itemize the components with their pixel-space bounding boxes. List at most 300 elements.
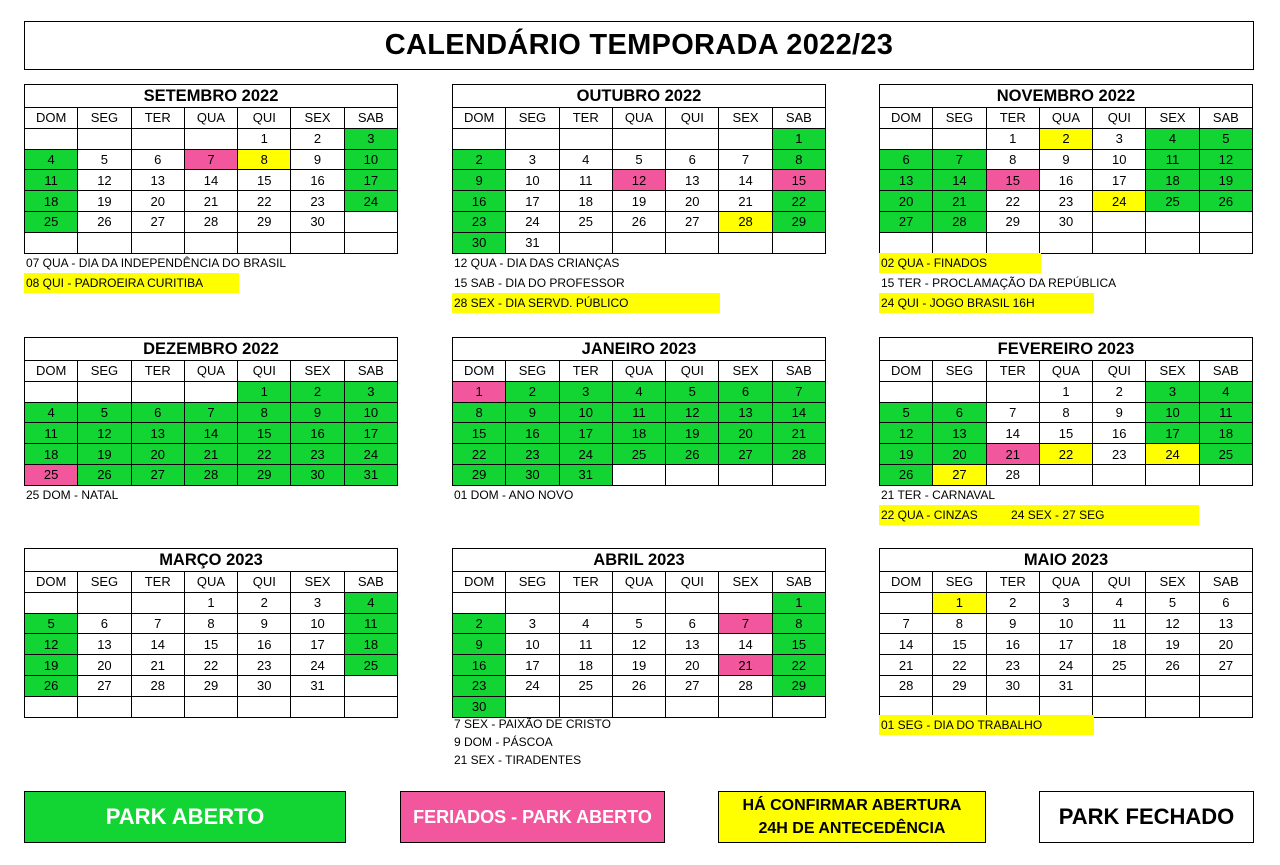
month-calendar (879, 548, 1253, 718)
day-cell: 27 (131, 211, 184, 232)
day-cell: 7 (131, 613, 184, 634)
day-cell: 15 (986, 170, 1039, 191)
day-cell: 11 (25, 170, 78, 191)
weekday-header: DOM (25, 108, 78, 129)
day-cell: 12 (78, 423, 131, 444)
day-cell: 13 (666, 170, 719, 191)
day-cell: 18 (559, 655, 612, 676)
day-cell: 11 (1146, 149, 1199, 170)
weekday-header: QUI (238, 361, 291, 382)
day-cell: 26 (612, 675, 665, 696)
weekday-header: TER (986, 361, 1039, 382)
weekday-header: SAB (772, 108, 825, 129)
day-cell: 10 (291, 613, 344, 634)
day-cell: 28 (131, 675, 184, 696)
day-cell: 1 (453, 381, 506, 402)
weekday-header: QUA (184, 108, 237, 129)
day-cell: 16 (506, 423, 559, 444)
day-cell: 17 (506, 191, 559, 212)
weekday-header: DOM (25, 572, 78, 593)
day-cell: 2 (986, 592, 1039, 613)
empty-cell (184, 232, 237, 253)
day-cell: 16 (1039, 170, 1092, 191)
day-cell: 21 (719, 655, 772, 676)
day-cell: 30 (1039, 211, 1092, 232)
day-cell: 25 (25, 464, 78, 485)
weekday-header: SEG (506, 108, 559, 129)
month-title: OUTUBRO 2022 (453, 85, 826, 108)
empty-cell (344, 211, 397, 232)
day-cell: 12 (612, 634, 665, 655)
day-cell: 15 (238, 423, 291, 444)
empty-cell (1039, 464, 1092, 485)
weekday-header: DOM (453, 108, 506, 129)
empty-cell (666, 464, 719, 485)
day-cell: 22 (1039, 444, 1092, 465)
day-cell: 2 (1093, 381, 1146, 402)
day-cell: 10 (1093, 149, 1146, 170)
day-cell: 3 (344, 128, 397, 149)
day-cell: 21 (933, 191, 986, 212)
empty-cell (184, 696, 237, 717)
day-cell: 23 (453, 675, 506, 696)
day-cell: 10 (1039, 613, 1092, 634)
day-cell: 28 (986, 464, 1039, 485)
day-cell: 11 (1093, 613, 1146, 634)
day-cell: 5 (666, 381, 719, 402)
empty-cell (344, 696, 397, 717)
month-calendar (452, 84, 826, 254)
weekday-header: SEG (933, 572, 986, 593)
day-cell: 13 (719, 402, 772, 423)
empty-cell (772, 232, 825, 253)
day-cell: 23 (1093, 444, 1146, 465)
day-cell: 26 (1199, 191, 1252, 212)
weekday-header: QUI (1093, 361, 1146, 382)
day-cell: 27 (933, 464, 986, 485)
day-cell: 3 (291, 592, 344, 613)
empty-cell (1146, 232, 1199, 253)
day-cell: 16 (291, 423, 344, 444)
holiday-notes (24, 485, 404, 505)
holiday-notes (452, 485, 832, 505)
day-cell: 24 (506, 211, 559, 232)
day-cell: 15 (1039, 423, 1092, 444)
legend-holiday-open: FERIADOS - PARK ABERTO (400, 791, 665, 843)
holiday-note: 02 QUA - FINADOS (879, 253, 1041, 273)
month-title: ABRIL 2023 (453, 549, 826, 572)
empty-cell (184, 128, 237, 149)
holiday-notes (452, 253, 832, 313)
day-cell: 12 (1199, 149, 1252, 170)
holiday-note: 25 DOM - NATAL (26, 487, 119, 502)
day-cell: 1 (184, 592, 237, 613)
day-cell: 29 (933, 675, 986, 696)
weekday-header: TER (131, 361, 184, 382)
day-cell: 14 (719, 170, 772, 191)
day-cell: 31 (559, 464, 612, 485)
day-cell: 3 (1146, 381, 1199, 402)
empty-cell (25, 592, 78, 613)
empty-cell (1199, 211, 1252, 232)
empty-cell (1199, 232, 1252, 253)
day-cell: 3 (506, 149, 559, 170)
empty-cell (666, 128, 719, 149)
day-cell: 13 (131, 170, 184, 191)
day-cell: 6 (131, 402, 184, 423)
day-cell: 22 (772, 191, 825, 212)
day-cell: 25 (1199, 444, 1252, 465)
day-cell: 5 (25, 613, 78, 634)
weekday-header: SEG (78, 361, 131, 382)
day-cell: 10 (1146, 402, 1199, 423)
weekday-header: QUA (612, 108, 665, 129)
day-cell: 24 (291, 655, 344, 676)
day-cell: 16 (291, 170, 344, 191)
day-cell: 12 (1146, 613, 1199, 634)
day-cell: 17 (1039, 634, 1092, 655)
legend-park-closed: PARK FECHADO (1039, 791, 1254, 843)
day-cell: 10 (506, 170, 559, 191)
day-cell: 14 (184, 423, 237, 444)
empty-cell (25, 696, 78, 717)
day-cell: 14 (880, 634, 933, 655)
day-cell: 2 (291, 128, 344, 149)
weekday-header: QUA (184, 572, 237, 593)
day-cell: 14 (772, 402, 825, 423)
empty-cell (986, 381, 1039, 402)
day-cell: 30 (291, 464, 344, 485)
empty-cell (666, 232, 719, 253)
weekday-header: DOM (880, 572, 933, 593)
day-cell: 31 (506, 232, 559, 253)
weekday-header: QUA (612, 572, 665, 593)
day-cell: 29 (772, 211, 825, 232)
weekday-header: SEG (506, 361, 559, 382)
month-title: DEZEMBRO 2022 (25, 338, 398, 361)
month-title: MARÇO 2023 (25, 549, 398, 572)
day-cell: 25 (25, 211, 78, 232)
month-title: MAIO 2023 (880, 549, 1253, 572)
day-cell: 23 (291, 444, 344, 465)
day-cell: 23 (291, 191, 344, 212)
day-cell: 5 (78, 149, 131, 170)
day-cell: 21 (719, 191, 772, 212)
day-cell: 16 (1093, 423, 1146, 444)
day-cell: 19 (612, 191, 665, 212)
day-cell: 22 (238, 191, 291, 212)
weekday-header: TER (131, 108, 184, 129)
day-cell: 8 (1039, 402, 1092, 423)
day-cell: 3 (1093, 128, 1146, 149)
holiday-note: 08 QUI - PADROEIRA CURITIBA (24, 273, 239, 293)
empty-cell (719, 464, 772, 485)
day-cell: 23 (453, 211, 506, 232)
day-cell: 30 (291, 211, 344, 232)
day-cell: 25 (612, 444, 665, 465)
day-cell: 27 (880, 211, 933, 232)
day-cell: 29 (184, 675, 237, 696)
empty-cell (1093, 232, 1146, 253)
day-cell: 21 (880, 655, 933, 676)
day-cell: 22 (772, 655, 825, 676)
weekday-header: QUA (612, 361, 665, 382)
day-cell: 5 (1199, 128, 1252, 149)
day-cell: 29 (986, 211, 1039, 232)
day-cell: 30 (986, 675, 1039, 696)
day-cell: 3 (506, 613, 559, 634)
day-cell: 30 (506, 464, 559, 485)
day-cell: 27 (719, 444, 772, 465)
day-cell: 20 (719, 423, 772, 444)
day-cell: 7 (880, 613, 933, 634)
empty-cell (1199, 675, 1252, 696)
day-cell: 12 (78, 170, 131, 191)
day-cell: 29 (772, 675, 825, 696)
day-cell: 21 (986, 444, 1039, 465)
holiday-note: 15 TER - PROCLAMAÇÃO DA REPÚBLICA (881, 275, 1117, 290)
day-cell: 14 (986, 423, 1039, 444)
day-cell: 19 (612, 655, 665, 676)
day-cell: 19 (880, 444, 933, 465)
day-cell: 7 (719, 613, 772, 634)
day-cell: 24 (1146, 444, 1199, 465)
holiday-note: 12 QUA - DIA DAS CRIANÇAS (454, 255, 620, 270)
day-cell: 22 (453, 444, 506, 465)
day-cell: 24 (559, 444, 612, 465)
day-cell: 16 (986, 634, 1039, 655)
day-cell: 13 (666, 634, 719, 655)
day-cell: 5 (612, 613, 665, 634)
day-cell: 17 (1146, 423, 1199, 444)
day-cell: 22 (184, 655, 237, 676)
day-cell: 8 (772, 149, 825, 170)
day-cell: 28 (719, 211, 772, 232)
weekday-header: SAB (1199, 361, 1252, 382)
empty-cell (25, 381, 78, 402)
empty-cell (559, 232, 612, 253)
empty-cell (131, 696, 184, 717)
day-cell: 25 (344, 655, 397, 676)
day-cell: 18 (612, 423, 665, 444)
empty-cell (291, 696, 344, 717)
day-cell: 25 (1093, 655, 1146, 676)
day-cell: 26 (880, 464, 933, 485)
day-cell: 24 (344, 444, 397, 465)
day-cell: 12 (880, 423, 933, 444)
day-cell: 9 (453, 170, 506, 191)
day-cell: 20 (131, 444, 184, 465)
day-cell: 7 (184, 402, 237, 423)
day-cell: 19 (78, 191, 131, 212)
day-cell: 9 (1039, 149, 1092, 170)
day-cell: 18 (1093, 634, 1146, 655)
weekday-header: SEG (506, 572, 559, 593)
weekday-header: SEX (291, 572, 344, 593)
day-cell: 26 (25, 675, 78, 696)
day-cell: 8 (933, 613, 986, 634)
day-cell: 19 (1146, 634, 1199, 655)
empty-cell (238, 696, 291, 717)
day-cell: 28 (184, 211, 237, 232)
empty-cell (344, 675, 397, 696)
empty-cell (453, 128, 506, 149)
empty-cell (78, 696, 131, 717)
empty-cell (1199, 464, 1252, 485)
weekday-header: QUA (1039, 361, 1092, 382)
weekday-header: QUI (1093, 108, 1146, 129)
day-cell: 14 (719, 634, 772, 655)
day-cell: 3 (344, 381, 397, 402)
empty-cell (719, 232, 772, 253)
day-cell: 3 (1039, 592, 1092, 613)
day-cell: 14 (184, 170, 237, 191)
day-cell: 1 (238, 381, 291, 402)
weekday-header: QUA (184, 361, 237, 382)
day-cell: 29 (238, 464, 291, 485)
empty-cell (719, 128, 772, 149)
empty-cell (184, 381, 237, 402)
empty-cell (78, 592, 131, 613)
holiday-note: 01 SEG - DIA DO TRABALHO (879, 715, 1094, 735)
day-cell: 19 (666, 423, 719, 444)
empty-cell (1093, 675, 1146, 696)
day-cell: 30 (453, 696, 506, 717)
weekday-header: TER (559, 572, 612, 593)
month-calendar (24, 337, 398, 486)
empty-cell (131, 128, 184, 149)
day-cell: 18 (25, 191, 78, 212)
day-cell: 11 (344, 613, 397, 634)
day-cell: 2 (506, 381, 559, 402)
weekday-header: SEX (291, 361, 344, 382)
day-cell: 19 (25, 655, 78, 676)
day-cell: 5 (880, 402, 933, 423)
day-cell: 4 (1093, 592, 1146, 613)
holiday-notes (452, 715, 832, 769)
day-cell: 25 (559, 211, 612, 232)
month-calendar (879, 337, 1253, 486)
weekday-header: QUI (1093, 572, 1146, 593)
weekday-header: DOM (25, 361, 78, 382)
day-cell: 13 (933, 423, 986, 444)
day-cell: 8 (184, 613, 237, 634)
day-cell: 31 (344, 464, 397, 485)
month-calendar (879, 84, 1253, 254)
day-cell: 23 (1039, 191, 1092, 212)
day-cell: 2 (1039, 128, 1092, 149)
day-cell: 27 (666, 211, 719, 232)
day-cell: 4 (1146, 128, 1199, 149)
empty-cell (1146, 211, 1199, 232)
empty-cell (1039, 232, 1092, 253)
day-cell: 17 (291, 634, 344, 655)
empty-cell (559, 592, 612, 613)
empty-cell (78, 381, 131, 402)
weekday-header: SAB (772, 361, 825, 382)
day-cell: 1 (772, 128, 825, 149)
day-cell: 1 (1039, 381, 1092, 402)
empty-cell (612, 592, 665, 613)
day-cell: 14 (131, 634, 184, 655)
day-cell: 6 (933, 402, 986, 423)
day-cell: 18 (559, 191, 612, 212)
day-cell: 22 (238, 444, 291, 465)
day-cell: 29 (238, 211, 291, 232)
weekday-header: SAB (772, 572, 825, 593)
empty-cell (612, 464, 665, 485)
day-cell: 28 (933, 211, 986, 232)
day-cell: 20 (1199, 634, 1252, 655)
holiday-note: 15 SAB - DIA DO PROFESSOR (454, 275, 625, 290)
day-cell: 6 (666, 613, 719, 634)
day-cell: 25 (559, 675, 612, 696)
weekday-header: DOM (880, 361, 933, 382)
empty-cell (1146, 464, 1199, 485)
day-cell: 10 (559, 402, 612, 423)
day-cell: 11 (612, 402, 665, 423)
month-calendar (452, 337, 826, 486)
weekday-header: QUA (1039, 108, 1092, 129)
empty-cell (933, 128, 986, 149)
weekday-header: QUA (1039, 572, 1092, 593)
holiday-notes (879, 715, 1259, 735)
day-cell: 23 (238, 655, 291, 676)
holiday-note: 01 DOM - ANO NOVO (454, 487, 574, 502)
day-cell: 10 (506, 634, 559, 655)
day-cell: 26 (666, 444, 719, 465)
empty-cell (986, 232, 1039, 253)
day-cell: 16 (453, 655, 506, 676)
day-cell: 1 (238, 128, 291, 149)
empty-cell (453, 592, 506, 613)
day-cell: 28 (719, 675, 772, 696)
holiday-notes (879, 485, 1259, 525)
day-cell: 1 (933, 592, 986, 613)
empty-cell (880, 232, 933, 253)
day-cell: 9 (238, 613, 291, 634)
holiday-note: 9 DOM - PÁSCOA (454, 734, 553, 749)
day-cell: 9 (291, 402, 344, 423)
day-cell: 2 (453, 613, 506, 634)
day-cell: 4 (25, 149, 78, 170)
weekday-header: QUI (666, 108, 719, 129)
holiday-notes (879, 253, 1259, 313)
day-cell: 26 (1146, 655, 1199, 676)
day-cell: 20 (666, 655, 719, 676)
weekday-header: TER (131, 572, 184, 593)
day-cell: 6 (78, 613, 131, 634)
day-cell: 18 (344, 634, 397, 655)
weekday-header: QUI (238, 572, 291, 593)
weekday-header: DOM (453, 361, 506, 382)
weekday-header: SEG (933, 361, 986, 382)
day-cell: 16 (238, 634, 291, 655)
weekday-header: QUI (238, 108, 291, 129)
month-title: JANEIRO 2023 (453, 338, 826, 361)
day-cell: 17 (506, 655, 559, 676)
holiday-note: 28 SEX - DIA SERVD. PÚBLICO (452, 293, 720, 313)
day-cell: 21 (131, 655, 184, 676)
day-cell: 15 (772, 634, 825, 655)
day-cell: 12 (25, 634, 78, 655)
day-cell: 18 (1146, 170, 1199, 191)
weekday-header: SEX (1146, 572, 1199, 593)
day-cell: 4 (559, 149, 612, 170)
day-cell: 11 (1199, 402, 1252, 423)
holiday-note: 7 SEX - PAIXÃO DE CRISTO (454, 716, 611, 731)
day-cell: 12 (666, 402, 719, 423)
